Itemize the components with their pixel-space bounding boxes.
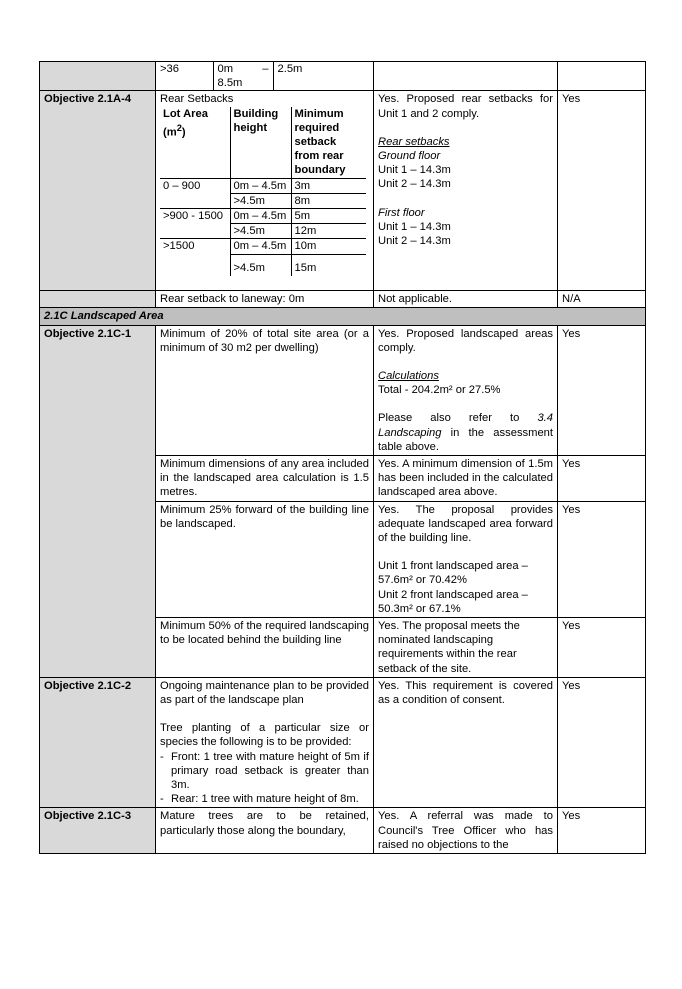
requirement-cell: Minimum 50% of the required landscaping to be located behind the building line [156,618,374,678]
rear-setbacks-heading: Rear Setbacks [160,93,234,106]
subtable-header-lot-area: Lot Area $(m^2)$ [160,107,230,179]
assessment-cell: Yes. A referral was made to Council's Tree Officer who has raised no objections to the [374,808,558,854]
list-item: - Rear: 1 tree with mature height of 8m. [160,792,369,806]
requirement-cell: Minimum of 20% of total site area (or a minimum of 30 m2 per dwelling) [156,325,374,455]
table-row [40,325,646,455]
requirement-cell: Mature trees are to be retained, particularly those along the boundary, [156,808,374,854]
requirement-cell: Rear setback to laneway: 0m [156,291,374,308]
assessment-cell: Yes. The proposal meets the nominated landscaping requirements within the rear setback of the site. [374,618,558,678]
ground-unit-2: Unit 2 – 14.3m [378,178,451,191]
objective-label: Objective 2.1A-4 [40,91,156,291]
building-height-value: 0m – 4.5m [230,209,291,224]
ground-unit-1: Unit 1 – 14.3m [378,164,451,177]
table-row [40,291,646,308]
first-floor-label: First floor [378,206,425,219]
assessment-text: Yes. Proposed landscaped areas comply. [378,327,553,354]
assessment-text: Yes. The proposal provides adequate landscaped area forward of the building line. [378,503,553,544]
objective-label: Objective 2.1C-2 [40,677,156,808]
complies-cell: Yes [558,808,646,854]
building-height-value: 0m – 4.5m [230,239,291,254]
assessment-cell [374,325,558,455]
complies-cell: N/A [558,291,646,308]
first-unit-2: Unit 2 – 14.3m [378,235,451,248]
building-height-value: >4.5m [230,254,291,276]
table-row [40,62,646,91]
requirement-cell [156,62,374,91]
ground-floor-label: Ground floor [378,150,441,163]
setback-value: 12m [291,224,366,239]
lot-area-value: >36 [156,61,213,91]
section-header-row [40,308,646,325]
assessment-cell: Yes. This requirement is covered as a condition of consent. [374,677,558,808]
list-item: - Front: 1 tree with mature height of 5m if primary road setback is greater than 3m. [160,750,369,793]
requirement-text: Tree planting of a particular size or species the following is to be provided: [160,722,369,749]
setback-value: 8m [291,193,366,208]
unit-1-front-area: Unit 1 front landscaped area – 57.6m² or 70.42% [378,560,528,587]
assessment-intro: Yes. Proposed rear setbacks for Unit 1 and 2 comply. [378,93,553,120]
assessment-table [39,61,646,854]
refer-text: Please also refer to 3.4 Landscaping in the assessment table above. [378,412,553,453]
complies-cell [558,62,646,91]
objective-cell [40,291,156,308]
setback-value: 15m [291,254,366,276]
lot-area-value: >1500 [160,239,230,254]
calculations-label: Calculations [378,369,439,382]
table-row [40,677,646,808]
setback-value: 2.5m [277,63,303,75]
complies-cell: Yes [558,677,646,808]
assessment-cell [374,62,558,91]
complies-cell: Yes [558,91,646,291]
assessment-cell [374,91,558,291]
requirement-cell: Minimum 25% forward of the building line be landscaped. [156,501,374,617]
unit-2-front-area: Unit 2 front landscaped area – 50.3m² or 67.1% [378,588,528,615]
objective-label: Objective 2.1C-1 [40,325,156,677]
requirement-text: Ongoing maintenance plan to be provided as part of the landscape plan [160,679,369,707]
rear-setbacks-label: Rear setbacks [378,135,450,148]
complies-cell: Yes [558,501,646,617]
building-height-value: 0m – 4.5m [230,178,291,193]
requirement-cell: Minimum dimensions of any area included in the landscaped area calculation is 1.5 metres. [156,455,374,501]
building-height-value: >4.5m [230,193,291,208]
complies-cell: Yes [558,325,646,455]
lot-area-value: >900 - 1500 [160,209,230,224]
table-row [40,808,646,854]
section-title: 2.1C Landscaped Area [40,308,646,325]
first-unit-1: Unit 1 – 14.3m [378,220,451,233]
setback-value: 5m [291,209,366,224]
requirement-cell [156,91,374,291]
setback-subtable-continuation [156,61,362,91]
building-height-value: >4.5m [230,224,291,239]
assessment-cell: Not applicable. [374,291,558,308]
table-row [40,91,646,291]
requirement-cell [156,677,374,808]
objective-label: Objective 2.1C-3 [40,808,156,854]
setback-value: 3m [291,178,366,193]
lot-area-value: 0 – 900 [160,178,230,193]
complies-cell: Yes [558,455,646,501]
assessment-cell [374,501,558,617]
objective-cell [40,62,156,91]
building-height-value: 0m – 8.5m [213,61,273,91]
setback-value: 10m [291,239,366,254]
subtable-header-setback: Minimum required setback from rear boundary [294,107,346,177]
complies-cell: Yes [558,618,646,678]
assessment-cell: Yes. A minimum dimension of 1.5m has been included in the calculated landscaped area above. [374,455,558,501]
calculations-value: Total - 204.2m² or 27.5% [378,384,501,397]
rear-setback-subtable [160,107,366,277]
tree-planting-list [160,750,369,807]
subtable-header-height: Building height [230,107,291,179]
